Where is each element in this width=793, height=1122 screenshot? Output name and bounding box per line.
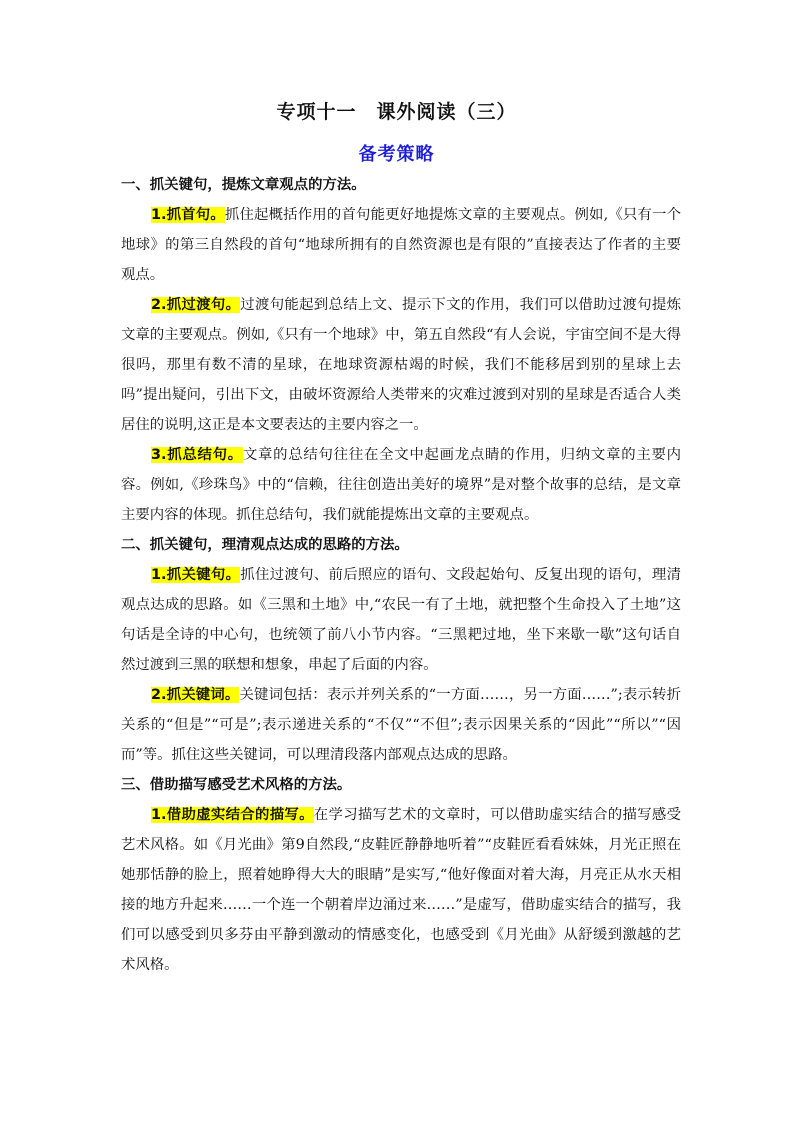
paragraph	[121, 290, 681, 440]
highlighted-label: 3.抓总结句。	[151, 447, 243, 463]
highlighted-label: 1.抓首句。	[151, 207, 225, 223]
highlighted-label: 2.抓关键词。	[151, 687, 240, 703]
highlighted-label: 2.抓过渡句。	[151, 297, 241, 313]
section-heading: 一、抓关键句，提炼文章观点的方法。	[121, 177, 366, 193]
paragraph-text: 过渡句能起到总结上文、提示下文的作用，我们可以借助过渡句提炼文章的主要观点。例如,《只有一个地球》中，第五自然段“有人会说，宇宙空间不是大得很吗，那里有数不清的星球，在地球资源枯竭的时候，我们不能移居到别的星球上去吗”提出疑问，引出下文，由破坏资源给人类带来的灾难过渡到对别的星球是否适合人类居住的说明,这正是本文要表达的主要内容之一。	[121, 297, 681, 433]
paragraph	[121, 200, 681, 290]
page-title: 专项十一 课外阅读（三）	[276, 101, 517, 123]
paragraph-text: 关键词包括：表示并列关系的“一方面……，另一方面……”;表示转折关系的“但是”“可是”;表示递进关系的“不仅”“不但”;表示因果关系的“因此”“所以”“因而”等。抓住这些关键词，可以理清段落内部观点达成的思路。	[121, 687, 681, 763]
paragraph	[121, 440, 681, 530]
section-heading: 三、借助描写感受艺术风格的方法。	[121, 777, 352, 793]
page-subtitle: 备考策略	[358, 144, 435, 165]
highlighted-label: 1.借助虚实结合的描写。	[151, 807, 314, 823]
paragraph-text: 在学习描写艺术的文章时，可以借助虚实结合的描写感受艺术风格。如《月光曲》第9自然段,“皮鞋匠静静地听着”“皮鞋匠看看妹妹，月光正照在她那恬静的脸上，照着她睁得大大的眼睛”是实写,“他好像面对着大海，月亮正从水天相接的地方升起来……一个连一个朝着岸边涌过来……”是虚写，借助虚实结合的描写，我们可以感受到贝多芬由平静到激动的情感变化，也感受到《月光曲》从舒缓到激越的艺术风格。	[121, 807, 681, 973]
highlighted-label: 1.抓关键句。	[151, 567, 241, 583]
paragraph-text: 抓住起概括作用的首句能更好地提炼文章的主要观点。例如,《只有一个地球》的第三自然段的首句“地球所拥有的自然资源也是有限的”直接表达了作者的主要观点。	[121, 207, 682, 283]
document-body	[121, 170, 681, 980]
section-heading: 二、抓关键句，理清观点达成的思路的方法。	[121, 537, 409, 553]
paragraph	[121, 680, 681, 770]
paragraph-text: 抓住过渡句、前后照应的语句、文段起始句、反复出现的语句，理清观点达成的思路。如《三黑和土地》中,“农民一有了土地，就把整个生命投入了土地”这句话是全诗的中心句，也统领了前八小节内容。“三黑耙过地，坐下来歇一歇”这句话自然过渡到三黑的联想和想象，串起了后面的内容。	[121, 567, 681, 673]
paragraph-text: 文章的总结句往往在全文中起画龙点睛的作用，归纳文章的主要内容。例如,《珍珠鸟》中的“信赖，往往创造出美好的境界”是对整个故事的总结，是文章主要内容的体现。抓住总结句，我们就能提炼出文章的主要观点。	[121, 447, 681, 523]
paragraph	[121, 800, 681, 980]
paragraph	[121, 560, 681, 680]
